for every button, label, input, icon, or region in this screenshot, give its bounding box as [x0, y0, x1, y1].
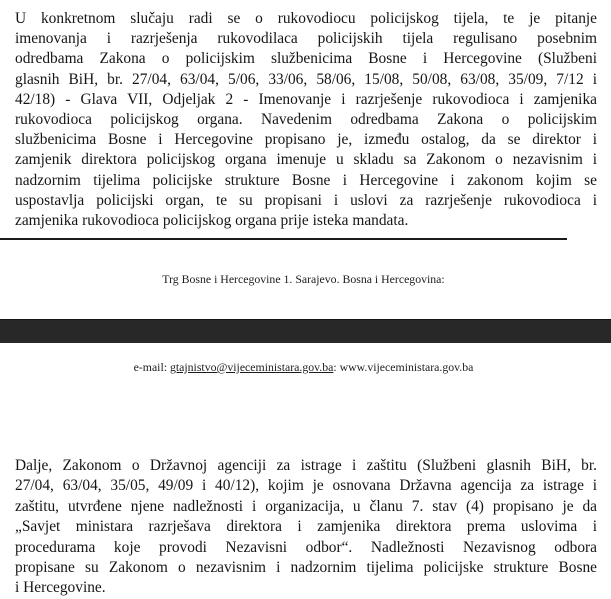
email-link: gtajnistvo@vijeceministara.gov.ba — [169, 359, 334, 374]
text-line: 42/18) - Glava VII, Odjeljak 2 - Imenovanje i razrješenje rukovodioca i zamjenika — [15, 90, 597, 108]
text-line: rukovodioca policijskog organa. Navedenim odredbama Zakona o policijskim — [15, 111, 597, 129]
footer-website-text: : www.vijeceministara.gov.ba — [333, 359, 474, 374]
footer-email-line — [0, 360, 607, 375]
text-line: službenicima Bosne i Hercegovine propisano je, između ostalog, da se direktor i — [15, 131, 597, 149]
text-line: Dalje, Zakonom o Državnoj agenciji za istrage i zaštitu (Službeni glasnih BiH, br. — [15, 457, 597, 474]
footer-email-label: e-mail: — [133, 359, 170, 374]
footer-rule — [0, 238, 567, 240]
text-line: i Hercegovine. — [15, 579, 106, 597]
text-line: 27/04, 63/04, 35/05, 49/09 i 40/12), kojim je osnovana Državna agencija za istrage i — [15, 477, 597, 495]
paragraph-imenovanje-razrjesenje — [15, 9, 597, 231]
text-line: zamjenik direktora policijskog organa imenuje u skladu sa Zakonom o nezavisnim i — [15, 151, 597, 169]
footer-address-line: Trg Bosne i Hercegovine 1. Sarajevo. Bosna i Hercegovina: — [162, 272, 445, 287]
text-line: odredbama Zakona o policijskim službenicima Bosne i Hercegovine (Službeni — [15, 50, 597, 68]
text-line: imenovanja i razrješenja rukovodilaca policijskih tijela regulisano posebnim — [15, 30, 597, 48]
paragraph-drzavna-agencija — [15, 456, 597, 599]
text-line: zamjenika rukovodioca policijskog organa prije isteka mandata. — [15, 212, 409, 230]
text-line: uspostavlja policijski organ, te su propisani i uslovi za razrješenje rukovodioca i — [15, 191, 597, 209]
text-line: procedurama koje provodi Nezavisni odbor“. Nadležnosti Nezavisnog odbora — [15, 538, 597, 556]
text-line: zaštitu, utvrđene njene nadležnosti i organizacija, u članu 7. stav (4) propisano je da — [15, 497, 597, 515]
text-line: propisane su Zakonom o nezavisnim i nadzornim tijelima policijske strukture Bosne — [15, 559, 597, 577]
text-line: „Savjet ministara razrješava direktora i zamjenika direktora prema uslovima i — [15, 518, 597, 536]
text-line: nadzornim tijelima policijske strukture Bosne i Hercegovine i zakonom kojim se — [15, 171, 597, 189]
page-separator-bar — [0, 319, 611, 343]
text-line: U konkretnom slučaju radi se o rukovodiocu policijskog tijela, te je pitanje — [15, 10, 597, 27]
text-line: glasnih BiH, br. 27/04, 63/04, 5/06, 33/06, 58/06, 15/08, 50/08, 63/08, 35/09, 7/12 i — [15, 70, 597, 88]
